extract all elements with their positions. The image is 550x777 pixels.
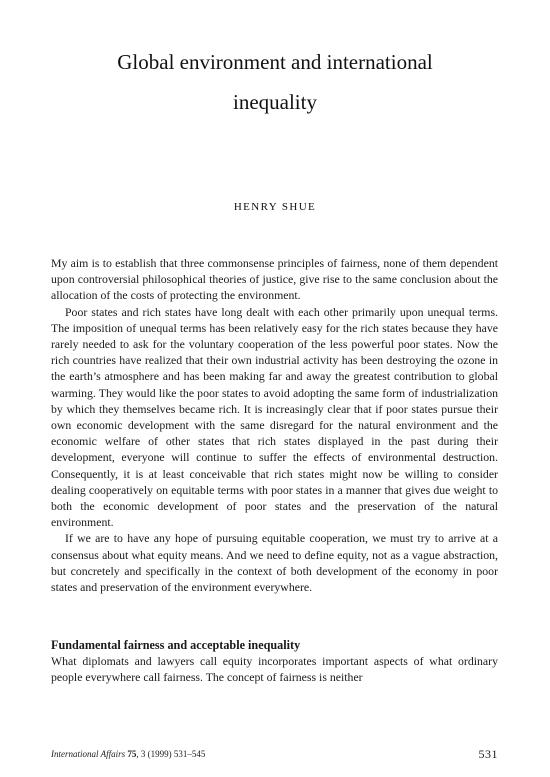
body-text [51, 255, 498, 595]
page-number: 531 [478, 747, 498, 761]
section-paragraph: What diplomats and lawyers call equity incorporates important aspects of what ordinary people everywhere call fairness. The concept of fairness is neither [51, 654, 498, 685]
journal-volume: 75 [127, 749, 137, 759]
page-footer [51, 748, 498, 760]
journal-citation [51, 748, 205, 760]
author-name: HENRY SHUE [233, 201, 317, 213]
journal-name: International Affairs [51, 749, 126, 759]
section-block [51, 637, 498, 685]
paragraph-1: My aim is to establish that three commonsense principles of fairness, none of them dependent upon controversial philosophical theories of justice, give rise to the same conclusion about the allocation of the costs of protecting the environment. [51, 256, 498, 303]
article-title-line-2: inequality [233, 90, 317, 114]
paragraph-3: If we are to have any hope of pursuing equitable cooperation, we must try to arrive at a consensus about what equity means. And we need to define equity, not as a vague abstraction, but concretely and specifically in the context of both development of the economy in poor states and preservation of the environment everywhere. [51, 531, 498, 595]
section-heading: Fundamental fairness and acceptable inequality [51, 638, 301, 652]
paragraph-2: Poor states and rich states have long dealt with each other primarily upon unequal terms. The imposition of unequal terms has been relatively easy for the rich states because they have rarely needed to ask for the voluntary cooperation of the less powerful poor states. Now the rich countries have realized that their own industrial activity has been destroying the ozone in the earth’s atmosphere and has been making far and away the greatest contribution to global warming. They would like the poor states to avoid adopting the same form of industrialization by which they themselves became rich. It is increasingly clear that if poor states pursue their own economic development with the same disregard for the natural environment and the economic welfare of other states that rich states displayed in the past during their development, everyone will continue to suffer the effects of environmental destruction. Consequently, it is at least conceivable that rich states might now be willing to consider dealing cooperatively on equitable terms with poor states in a manner that gives due weight to both the economic development of poor states and the preservation of the natural environment. [51, 304, 498, 530]
article-title-line-1: Global environment and international [117, 50, 433, 74]
journal-issue-pages: , 3 (1999) 531–545 [136, 749, 206, 759]
